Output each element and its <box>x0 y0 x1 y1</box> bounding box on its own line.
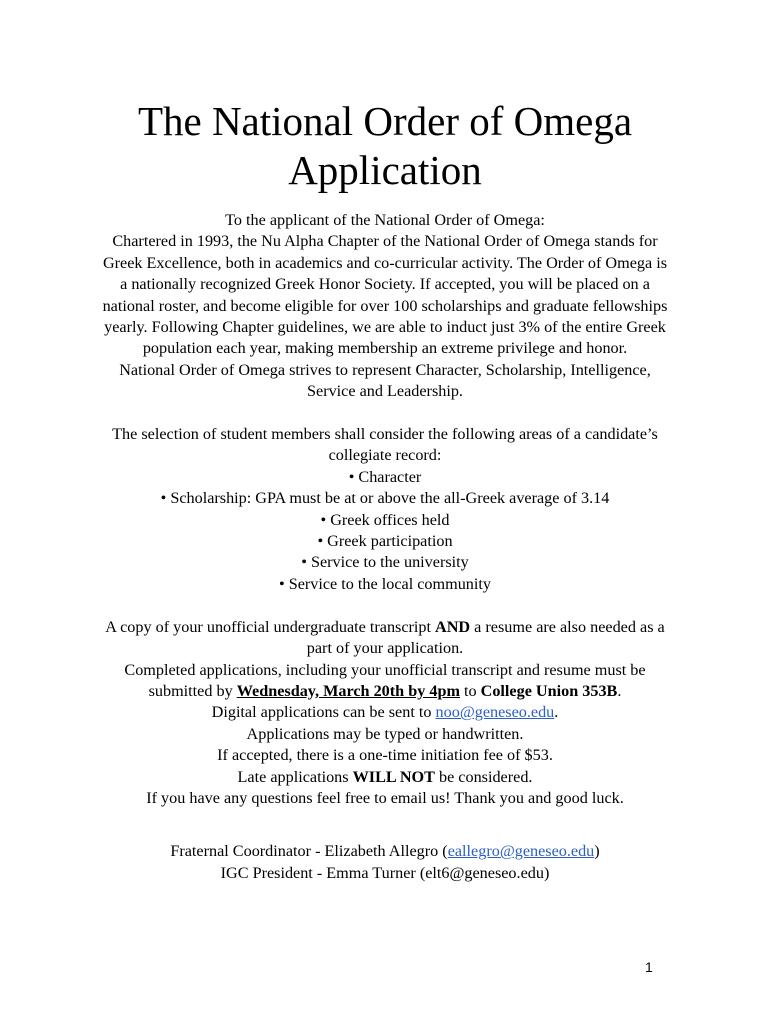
late-text-bold: WILL NOT <box>352 767 435 786</box>
page-title <box>0 97 770 195</box>
submission-text-post: . <box>617 681 622 700</box>
coordinator-contact <box>100 841 670 862</box>
submission-text-mid: to <box>459 681 481 700</box>
president-contact: IGC President - Emma Turner (elt6@geneseo.edu) <box>220 863 550 882</box>
criterion-item: • Character <box>348 467 422 486</box>
title-line-2: Application <box>288 147 482 193</box>
submission-location: College Union 353B <box>480 681 618 700</box>
coordinator-text-post: ) <box>594 842 600 861</box>
selection-intro: The selection of student members shall consider the following areas of a candidate’s collegiate record: <box>112 425 658 465</box>
title-line-1: The National Order of Omega <box>137 98 633 144</box>
submission-deadline <box>100 660 670 703</box>
criterion-item: • Scholarship: GPA must be at or above the all-Greek average of 3.14 <box>160 489 610 508</box>
criterion-item: • Service to the university <box>301 553 469 572</box>
spacer <box>100 403 670 424</box>
submission-text-pre: Completed applications, including your unofficial transcript and resume must be submitted by <box>124 660 646 700</box>
criterion-item: • Greek participation <box>317 532 453 551</box>
coordinator-email-link[interactable]: eallegro@geneseo.edu <box>447 842 595 861</box>
intro-paragraph: Chartered in 1993, the Nu Alpha Chapter of the National Order of Omega stands for Greek Excellence, both in academics and co-curricular activity. The Order of Omega is a nationally recognized Greek Honor Society. If accepted, you will be placed on a national roster, and become eligible for over 100 scholarships and graduate fellowships yearly. Following Chapter guidelines, we are able to induct just 3% of the entire Greek population each year, making membership an extreme privilege and honor. <box>102 232 668 358</box>
transcript-text-bold: AND <box>435 617 471 636</box>
criterion-item: • Greek offices held <box>320 510 450 529</box>
coordinator-text-pre: Fraternal Coordinator - Elizabeth Allegro ( <box>170 842 448 861</box>
transcript-text-post: a resume are also needed as a part of your application. <box>306 617 665 658</box>
criterion-item: • Service to the local community <box>278 574 491 593</box>
spacer <box>100 595 670 616</box>
late-policy <box>100 767 670 788</box>
mission-statement: National Order of Omega strives to represent Character, Scholarship, Intelligence, Service and Leadership. <box>119 360 651 401</box>
format-note: Applications may be typed or handwritten. <box>246 724 524 743</box>
digital-text-pre: Digital applications can be sent to <box>211 703 436 722</box>
late-text-pre: Late applications <box>237 767 353 786</box>
document-body <box>100 210 670 884</box>
transcript-text-pre: A copy of your unofficial undergraduate transcript <box>105 617 436 636</box>
deadline-date: Wednesday, March 20th by 4pm <box>236 681 460 700</box>
closing-note: If you have any questions feel free to email us! Thank you and good luck. <box>146 788 624 807</box>
greeting: To the applicant of the National Order of Omega: <box>225 211 545 229</box>
late-text-post: be considered. <box>434 767 533 786</box>
transcript-requirement <box>100 617 670 660</box>
digital-submission <box>100 702 670 723</box>
digital-text-post: . <box>554 703 559 722</box>
page-number: 1 <box>645 959 653 975</box>
spacer <box>100 809 670 841</box>
noo-email-link[interactable]: noo@geneseo.edu <box>435 703 555 722</box>
fee-note: If accepted, there is a one-time initiation fee of $53. <box>217 746 553 765</box>
